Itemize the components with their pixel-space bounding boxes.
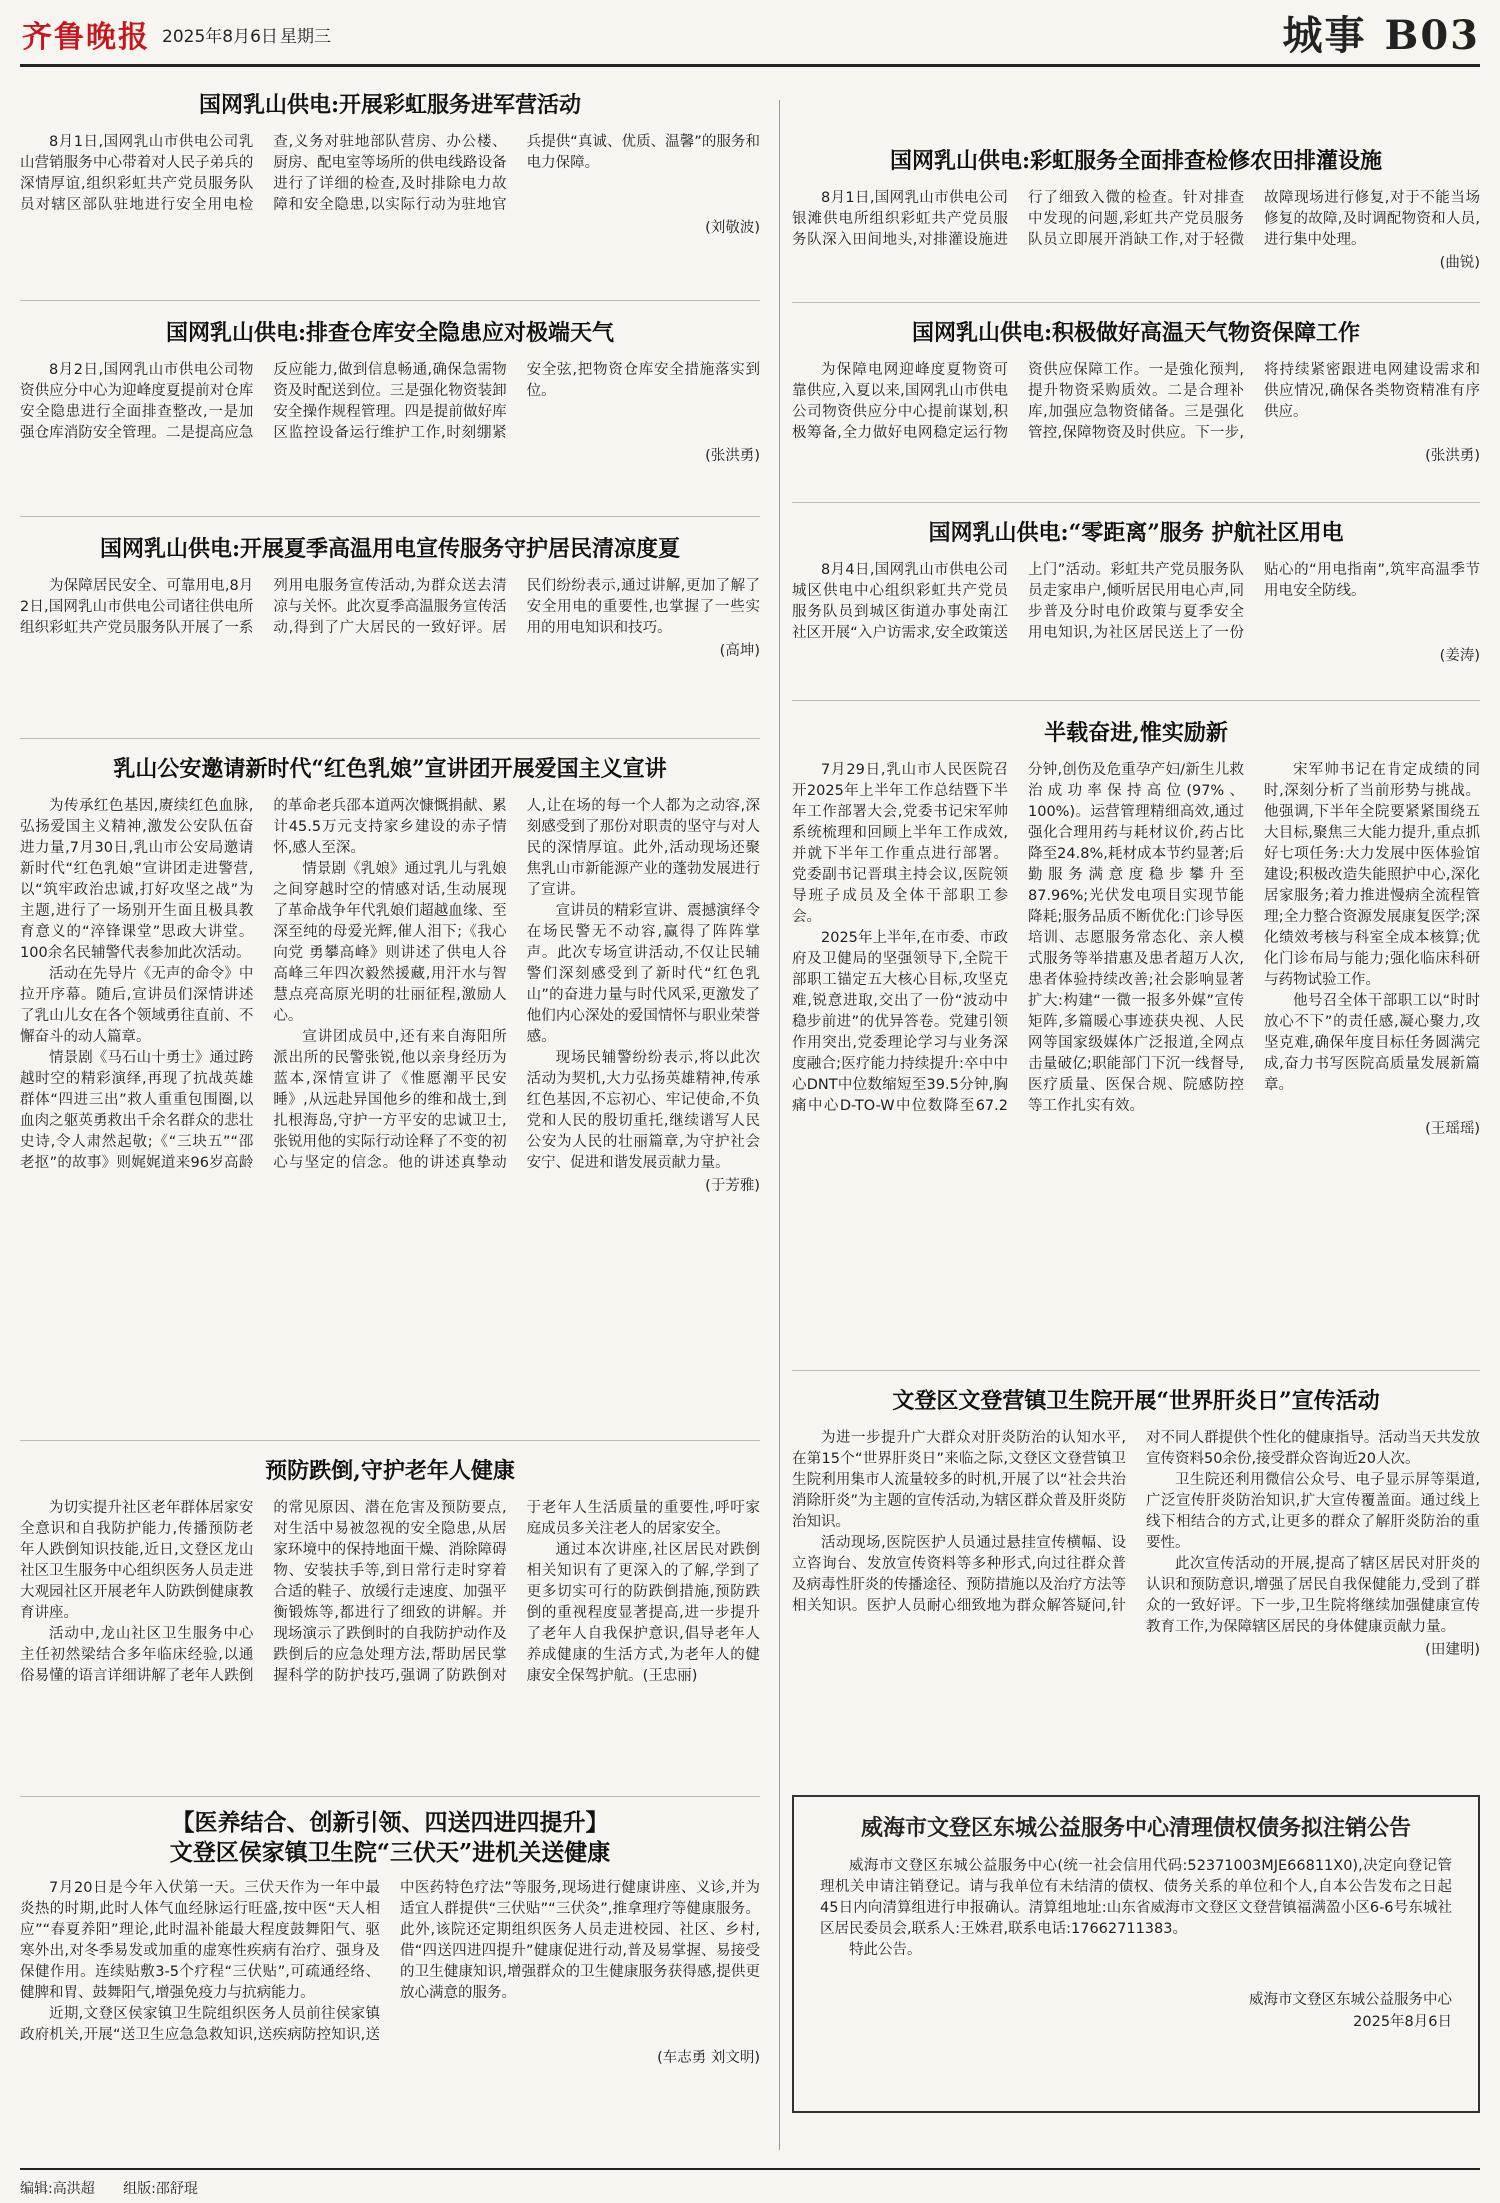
article-title: 国网乳山供电:开展彩虹服务进军营活动 xyxy=(198,92,582,118)
article-title: 国网乳山供电:彩虹服务全面排查检修农田排灌设施 xyxy=(889,148,1383,174)
article-body xyxy=(20,796,760,1174)
notice-date: 2025年8月6日 xyxy=(1353,2014,1452,2030)
divider xyxy=(20,1796,760,1797)
article-body xyxy=(20,1498,760,1687)
paragraph: 为切实提升社区老年群体居家安全意识和自我防护能力,传播预防老年人跌倒知识技能,近日,文登区龙山社区卫生服务中心组织医务人员走进大观园社区开展老年人防跌倒健康教育讲座。 xyxy=(20,1500,254,1621)
page-footer xyxy=(20,2168,1480,2198)
article-body xyxy=(20,132,760,216)
paragraph: 情景剧《乳娘》通过乳儿与乳娘之间穿越时空的情感对话,生动展现了革命战争年代乳娘们超越血缘、至深至纯的母爱光辉,催人泪下;《我心向党 勇攀高峰》则讲述了供电人谷高峰三年四次毅然援藏,用汗水与智慧点亮高原光明的壮丽征程,激励人心。 xyxy=(273,861,507,1024)
article-dog-days-health xyxy=(20,1808,760,2069)
article-author: (田建明) xyxy=(1425,1642,1480,1658)
notice-paragraph: 特此公告。 xyxy=(849,1942,922,1958)
article-red-nanny xyxy=(20,754,760,1197)
article-hospital-review xyxy=(792,718,1480,1140)
article-zero-distance xyxy=(792,518,1480,667)
paragraph: 宋军帅书记在肯定成绩的同时,深刻分析了当前形势与挑战。他强调,下半年全院要紧紧围绕五大目标,聚焦三大能力提升,重点抓好七项任务:大力发展中医体验馆建设;积极改造失能照护中心,深化居家服务;着力推进慢病全流程管理;全力整合资源发展康复医学;深化绩效考核与科室全成本核算;优化门诊布局与能力;强化临床科研与药物试验工作。 xyxy=(1264,762,1480,988)
divider xyxy=(20,738,760,739)
paragraph: 活动中,龙山社区卫生服务中心主任初然梁结合多年临床经验,以通俗易懂的语言详细讲解了老年人跌倒的常见原因、潜在危害及预防要点,对生活中易被忽视的安全隐患,从居家环境中的保持地面干燥、消除障碍物、安装扶手等,到日常行走时穿着合适的鞋子、放缓行走速度、加强平衡锻炼等,都进行了细致的讲解。并现场演示了跌倒时的自我防护动作及跌倒后的应急处理方法,帮助居民掌握科学的防护技巧,强调了防跌倒对于老年人生活质量的重要性,呼吁家庭成员多关注老人的居家安全。 xyxy=(20,1500,760,1684)
article-materials-supply xyxy=(792,318,1480,467)
paragraph: 2025年上半年,在市委、市政府及卫健局的坚强领导下,全院干部职工锚定五大核心目标,攻坚克难,锐意进取,交出了一份“波动中稳步前进”的优异答卷。党建引领作用突出,党委理论学习与业务深度融合;医疗能力持续提升:卒中中心DNT中位数缩短至39.5分钟,胸痛中心D-TO-W中位数降至67.2分钟,创伤及危重孕产妇/新生儿救治成功率保持高位(97%、100%)。运营管理精细高效,通过强化合理用药与耗材议价,药占比降至24.8%,耗材成本节约显著;后勤服务满意度稳步攀升至87.96%;光伏发电项目实现节能降耗;服务品质不断优化:门诊导医培训、志愿服务常态化、亲人模式服务等举措惠及患者超万人次,患者体验持续改善;社会影响显著扩大:构建“一微一报多外媒”宣传矩阵,多篇暖心事迹获央视、人民网等国家级媒体广泛报道,全网点击量破亿;职能部门下沉一线督导,医疗质量、医保合规、院感防控等工作扎实有效。 xyxy=(792,762,1244,1114)
article-body xyxy=(792,760,1480,1117)
divider xyxy=(792,302,1480,303)
article-body xyxy=(792,360,1480,444)
paragraph: 近期,文登区侯家镇卫生院组织医务人员前往侯家镇政府机关,开展“送卫生应急急救知识,送疾病防控知识,送中医药特色疗法”等服务,现场进行健康讲座、义诊,并为适宜人群提供“三伏贴”“三伏灸”,推拿理疗等健康服务。此外,该院还定期组织医务人员走进校园、社区、乡村,借“四送四进四提升”健康促进行动,普及易掌握、易接受的卫生健康知识,增强群众的卫生健康服务获得感,提供更放心满意的服务。 xyxy=(20,1880,760,2043)
article-title: 半载奋进,惟实励新 xyxy=(1044,720,1228,746)
article-body xyxy=(792,188,1480,251)
masthead xyxy=(20,0,1480,67)
article-rainbow-barracks xyxy=(20,90,760,239)
notice-signature xyxy=(820,1989,1452,2033)
article-title: 国网乳山供电:积极做好高温天气物资保障工作 xyxy=(911,320,1361,346)
column-rule xyxy=(779,100,780,2150)
article-body xyxy=(20,576,760,639)
article-author: (刘敬波) xyxy=(705,220,760,236)
divider xyxy=(20,516,760,517)
paragraph: 宣讲团成员中,还有来自海阳所派出所的民警张锐,他以亲身经历为蓝本,深情宣讲了《惟愿潮平民安睡》,从远赴异国他乡的维和战士,到扎根海岛,守护一方平安的忠诚卫士,张锐用他的实际行动诠释了不变的初心与坚定的信念。他的讲述真挚动人,让在场的每一个人都为之动容,深刻感受到了那份对职责的坚守与对人民的深情厚谊。此外,活动现场还聚焦乳山市新能源产业的蓬勃发展进行了宣讲。 xyxy=(273,798,760,1171)
deregistration-notice xyxy=(792,1795,1480,2113)
notice-title: 威海市文登区东城公益服务中心清理债权债务拟注销公告 xyxy=(860,1815,1411,1841)
article-author: (王瑶瑶) xyxy=(1425,1121,1480,1137)
section-header xyxy=(1265,4,1480,61)
paragraph: 为保障居民安全、可靠用电,8月2日,国网乳山市供电公司诸往供电所组织彩虹共产党员服务队开展了一系列用电服务宣传活动,为群众送去清凉与关怀。此次夏季高温服务宣传活动,得到了广大居民的一致好评。居民们纷纷表示,通过讲解,更加了解了安全用电的重要性,也掌握了一些实用的用电知识和技巧。 xyxy=(20,578,760,636)
paragraph: 为保障电网迎峰度夏物资可靠供应,入夏以来,国网乳山市供电公司物资供应分中心提前谋划,积极筹备,全力做好电网稳定运行物资供应保障工作。一是強化预判,提升物资采购质效。二是合理补库,加强应急物资储备。三是强化管控,保障物资及时供应。下一步,将持续紧密跟进电网建设需求和供应情况,确保各类物资精准有序供应。 xyxy=(792,362,1480,441)
paragraph: 为传承红色基因,赓续红色血脉,弘扬爱国主义精神,激发公安队伍奋进力量,7月30日,乳山市公安局邀请新时代“红色乳娘”宣讲团走进警营,以“筑牢政治忠诚,打好攻坚之战”为主题,进行了一场别开生面且极具教育意义的“淬锋课堂”思政大讲堂。100余名民辅警代表参加此次活动。 xyxy=(20,798,254,961)
paragraph: 活动在先导片《无声的命令》中拉开序幕。随后,宣讲员们深情讲述了乳山儿女在各个领域勇往直前、不懈奋斗的动人篇章。 xyxy=(20,966,254,1045)
article-author: (高坤) xyxy=(719,643,760,659)
paragraph: 他号召全体干部职工以“时时放心不下”的责任感,凝心聚力,攻坚克难,确保年度目标任务圆满完成,奋力书写医院高质量发展新篇章。 xyxy=(1264,993,1480,1093)
page-number: B03 xyxy=(1384,12,1480,59)
article-title: 国网乳山供电:“零距离”服务 护航社区用电 xyxy=(928,520,1344,546)
article-hepatitis-day xyxy=(792,1386,1480,1661)
article-title-line1: 【医养结合、创新引领、四送四进四提升】 xyxy=(171,1809,609,1836)
article-warehouse-safety xyxy=(20,318,760,467)
paragraph: 宣讲员的精彩宣讲、震撼演绎令在场民警无不动容,赢得了阵阵掌声。此次专场宣讲活动,不仅让民辅警们深刻感受到了新时代“红色乳山”的奋进力量与时代风采,更激发了他们内心深处的爱国情怀与职业荣誉感。 xyxy=(526,903,760,1045)
paragraph: 通过本次讲座,社区居民对跌倒相关知识有了更深入的了解,学到了更多切实可行的防跌倒措施,预防跌倒的重视程度显著提高,进一步提升了老年人自我保护意识,倡导老年人养成健康的生活方式,为老年人的健康安全保驾护航。(王忠丽) xyxy=(526,1542,760,1684)
article-author: (曲锐) xyxy=(1439,255,1480,271)
article-author: (车志勇 刘文明) xyxy=(657,2050,760,2066)
article-irrigation xyxy=(792,146,1480,274)
divider xyxy=(20,1440,760,1441)
divider xyxy=(792,700,1480,701)
article-author: (姜涛) xyxy=(1439,648,1480,664)
paragraph: 7月20日是今年入伏第一天。三伏天作为一年中最炎热的时期,此时人体气血经脉运行旺盛,按中医“天人相应”“春夏养阳”理论,此时温补能最大程度鼓舞阳气、驱寒外出,对冬季易发或加重的虚寒性疾病有治疗、强身及保健作用。连续贴敷3-5个疗程“三伏贴”,可疏通经络、健脾和胃、鼓舞阳气,增强免疫力与抗病能力。 xyxy=(20,1880,380,2001)
article-body xyxy=(20,1878,760,2046)
divider xyxy=(792,502,1480,503)
article-author: (张洪勇) xyxy=(705,448,760,464)
paragraph: 此次宣传活动的开展,提高了辖区居民对肝炎的认识和预防意识,增强了居民自我保健能力,受到了群众的一致好评。下一步,卫生院将继续加强健康宣传教育工作,为保障辖区居民的身体健康贡献力量。 xyxy=(1146,1556,1480,1635)
paragraph: 卫生院还利用微信公众号、电子显示屏等渠道,广泛宣传肝炎防治知识,扩大宣传覆盖面。通过线上线下相结合的方式,让更多的群众了解肝炎防治的重要性。 xyxy=(1146,1472,1480,1551)
article-body xyxy=(792,560,1480,644)
article-fall-prevention xyxy=(20,1456,760,1687)
divider xyxy=(20,300,760,301)
paragraph: 情景剧《马石山十勇士》通过跨越时空的精彩演绎,再现了抗战英雄群体“四进三出”救人重重包围圈,以血肉之躯英勇救出千余名群众的悲壮史诗,令人肃然起敬;《“三块五”“邵老抠”的故事》则娓娓道来96岁高龄的革命老兵邵本道两次慷慨捐献、累计45.5万元支持家乡建设的赤子情怀,感人至深。 xyxy=(20,798,507,1171)
article-title: 预防跌倒,守护老年人健康 xyxy=(265,1458,515,1484)
issue-date: 2025年8月6日 xyxy=(162,27,278,47)
article-body xyxy=(20,360,760,444)
article-summer-power xyxy=(20,534,760,662)
notice-signer: 威海市文登区东城公益服务中心 xyxy=(1249,1992,1452,2008)
divider xyxy=(792,1370,1480,1371)
article-title-line2: 文登区侯家镇卫生院“三伏天”进机关送健康 xyxy=(169,1839,611,1866)
article-title: 国网乳山供电:开展夏季高温用电宣传服务守护居民清凉度夏 xyxy=(99,536,681,562)
notice-paragraph: 威海市文登区东城公益服务中心(统一社会信用代码:52371003MJE66811X0),决定向登记管理机关申请注销登记。请与我单位有未结清的债权、债务关系的单位和个人,自本公告发布之日起45日内向清算组进行申报确认。清算组地址:山东省威海市文登区文登营镇福满盈小区6-6号东城社区居民委员会,联系人:王姝君,联系电话:17662711383。 xyxy=(820,1858,1452,1937)
article-author: (于芳雅) xyxy=(705,1178,760,1194)
article-title: 文登区文登营镇卫生院开展“世界肝炎日”宣传活动 xyxy=(892,1388,1380,1414)
article-title xyxy=(20,1808,760,1868)
paragraph: 现场民辅警纷纷表示,将以此次活动为契机,大力弘扬英雄精神,传承红色基因,不忘初心、牢记使命,不负党和人民的殷切重托,继续谱写人民公安为人民的壮丽篇章,为守护社会安宁、促进和谐发展贡献力量。 xyxy=(526,1050,760,1171)
paragraph: 8月1日,国网乳山市供电公司乳山营销服务中心带着对人民子弟兵的深情厚谊,组织彩虹共产党员服务队员对辖区部队驻地进行安全用电检查,义务对驻地部队营房、办公楼、厨房、配电室等场所的供电线路设备进行了详细的检查,及时排除电力故障和安全隐患,以实际行动为驻地官兵提供“真诚、优质、温馨”的服务和电力保障。 xyxy=(20,134,760,213)
editor-credit: 编辑:高洪超 xyxy=(20,2181,95,2197)
article-title: 国网乳山供电:排查仓库安全隐患应对极端天气 xyxy=(165,320,615,346)
section-name: 城事 xyxy=(1282,12,1367,59)
layout-credit: 组版:邵舒琨 xyxy=(123,2181,198,2197)
issue-weekday: 星期三 xyxy=(280,27,331,47)
article-author: (张洪勇) xyxy=(1425,448,1480,464)
paragraph: 8月4日,国网乳山市供电公司城区供电中心组织彩虹共产党员服务队员到城区街道办事处南江社区开展“入户访需求,安全政策送上门”活动。彩虹共产党员服务队员走家串户,倾听居民用电心声,同步普及分时电价政策与夏季安全用电知识,为社区居民送上了一份贴心的“用电指南”,筑牢高温季节用电安全防线。 xyxy=(792,562,1480,641)
paragraph: 活动现场,医院医护人员通过悬挂宣传横幅、设立咨询台、发放宣传资料等多种形式,向过往群众普及病毒性肝炎的传播途径、预防措施以及治疗方法等相关知识。医护人员耐心细致地为群众解答疑问,针对不同人群提供个性化的健康指导。活动当天共发放宣传资料50余份,接受群众咨询近20人次。 xyxy=(792,1430,1480,1614)
paragraph: 8月1日,国网乳山市供电公司银滩供电所组织彩虹共产党员服务队深入田间地头,对排灌设施进行了细致入微的检查。针对排查中发现的问题,彩虹共产党员服务队员立即展开消缺工作,对于轻微故障现场进行修复,对于不能当场修复的故障,及时调配物资和人员,进行集中处理。 xyxy=(792,190,1480,248)
paper-logo: 齐鲁晚报 xyxy=(22,20,150,55)
paragraph: 7月29日,乳山市人民医院召开2025年上半年工作总结暨下半年工作部署大会,党委书记宋军帅系统梳理和回顾上半年工作成效,并就下半年工作重点进行部署。党委副书记晋琪主持会议,医院领导班子成员及全体干部职工参会。 xyxy=(792,762,1008,925)
article-title: 乳山公安邀请新时代“红色乳娘”宣讲团开展爱国主义宣讲 xyxy=(113,756,667,782)
article-body xyxy=(792,1428,1480,1638)
paragraph: 8月2日,国网乳山市供电公司物资供应分中心为迎峰度夏提前对仓库安全隐患进行全面排查整改,一是加强仓库消防安全管理。二是提高应急反应能力,做到信息畅通,确保急需物资及时配送到位。三是强化物资装卸安全操作规程管理。四是提前做好库区监控设备运行维护工作,时刻绷紧安全弦,把物资仓库安全措施落实到位。 xyxy=(20,362,760,441)
paragraph: 为进一步提升广大群众对肝炎防治的认知水平,在第15个“世界肝炎日”来临之际,文登区文登营镇卫生院利用集市人流量较多的时机,开展了以“社会共治 消除肝炎”为主题的宣传活动,为辖区群众普及肝炎防治知识。 xyxy=(792,1430,1126,1530)
